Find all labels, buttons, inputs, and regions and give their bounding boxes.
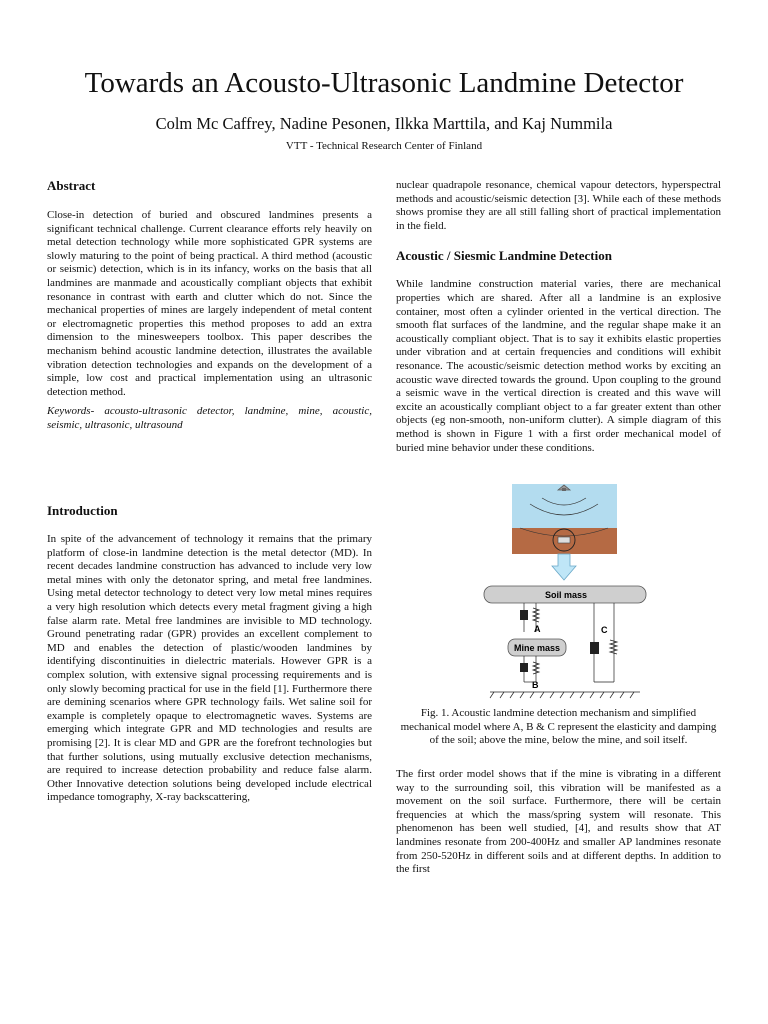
label-a: A: [534, 624, 541, 634]
soil-mass-label: Soil mass: [544, 590, 588, 600]
keywords: Keywords- acousto-ultrasonic detector, landmine, mine, acoustic, seismic, ultrasonic, ultrasound: [47, 405, 372, 431]
paper-title: Towards an Acousto-Ultrasonic Landmine Detector: [84, 67, 684, 99]
model-text: The first order model shows that if the mine is vibrating in a different way to the surrounding soil, this vibration will be manifested as a movement on the soil surface. Furthermore, there will be certain frequencies at which the mass/spring system will resonate. This phenomenon has been well studied, [4], and results show that AT landmines resonate from 200-400Hz and smaller AP landmines resonate from 250-520Hz in different soils and at different depths. In addition to the first: [396, 768, 721, 876]
spring-damper-c: [590, 603, 617, 682]
ground-hatch: [490, 682, 640, 698]
down-arrow-icon: [552, 554, 576, 580]
figure-1-caption: Fig. 1. Acoustic landmine detection mechanism and simplified mechanical model where A, B & C represent the elasticity and damping of the soil; above the mine, below the mine, and soil itself.: [400, 707, 717, 747]
figure-1-diagram: [480, 482, 650, 700]
acoustic-text: While landmine construction material varies, there are mechanical properties which are shared. After all a landmine is an explosive container, most often a cylinder oriented in the vertical direction. The smooth flat surfaces of the landmine, and the regular shape make it an acoustically compliant object. That is to say it exhibits elastic properties under vibration and at certain frequencies and conditions will exhibit resonance. The acoustic/seismic detection method works by exciting an acoustic wave directed towards the ground. Upon coupling to the ground a seismic wave in the vertical direction is created and this wave will excite an acoustically compliant object to a far greater extent than other objects (eg non-smooth, non-uniform clutter). A simple diagram of this method is shown in Figure 1 with a first order mechanical model of buried mine behavior under these conditions.: [396, 278, 721, 454]
abstract-section: [47, 178, 372, 433]
introduction-continued: nuclear quadrapole resonance, chemical vapour detectors, hyperspectral methods and acoustic/seismic detection [3]. While each of these methods shows promise they are all still falling short of practical implementation in the field.: [396, 179, 721, 232]
introduction-section: [47, 503, 372, 805]
mine-shape: [558, 537, 570, 543]
label-b: B: [532, 680, 539, 690]
abstract-heading: Abstract: [47, 178, 96, 193]
label-c: C: [601, 625, 608, 635]
right-column-top: [396, 179, 721, 455]
model-section: [396, 768, 721, 877]
introduction-heading: Introduction: [47, 503, 118, 518]
acoustic-heading: Acoustic / Siesmic Landmine Detection: [396, 248, 612, 264]
introduction-text: In spite of the advancement of technology it remains that the primary platform of close-in landmine detection is the metal detector (MD). In recent decades landmine construction has advanced to include very low metal mines with only the detonator spring, and metal free landmines. Using metal detector technology to detect very low metal mines requires a very high resolution which detects every metal fragment giving a high false alarm rate. Metal free landmines are invisible to MD technology. Ground penetrating radar (GPR) provides an excellent complement to MD and enables the detection of plastic/wooden landmines by identifying discontinuities in dielectric materials. However GPR is a complex solution, with extensive signal processing requirements and is only slowly becoming practical for use in the field [1]. Furthermore there are demining scenarios where GPR technology fails. Wet saline soil for example is completely opaque to electromagnetic waves. Systems are emerging which integrate GPR and MD technologies and results are promising [2]. It is clear MD and GPR are the forefront technologies but that further solutions, using mutually exclusive detection mechanisms, are required to increase detection probability and reduce false alarm. Other Innovative detection solutions being developed include electrical impedance tomography, X-ray backscattering,: [47, 533, 372, 804]
mine-mass-label: Mine mass: [513, 643, 561, 653]
affiliation: VTT - Technical Research Center of Finland: [285, 140, 483, 152]
abstract-text: Close-in detection of buried and obscured landmines presents a significant technical challenge. Current clearance efforts rely heavily on metal detection technology while more sophisticated GPR systems are slowly maturing to the point of being practical. A third method (acoustic or seismic) detection, which is in its infancy, works on the basis that all landmines are manmade and acoustically compliant objects that exhibit resonance in contrast with earth and clutter which do not. Since the mechanical properties of mines are largely independent of metal content or electromagnetic properties this method proposes to add an extra dimension to the minesweepers toolbox. This paper describes the mechanism behind acoustic landmine detection, illustrates the available vibration detection technologies and expands on the development of a simple, low cost and practical implementation using an ultrasonic detection method.: [47, 209, 372, 398]
author-list: Colm Mc Caffrey, Nadine Pesonen, Ilkka Marttila, and Kaj Nummila: [155, 114, 613, 133]
spring-damper-b: [520, 656, 539, 682]
